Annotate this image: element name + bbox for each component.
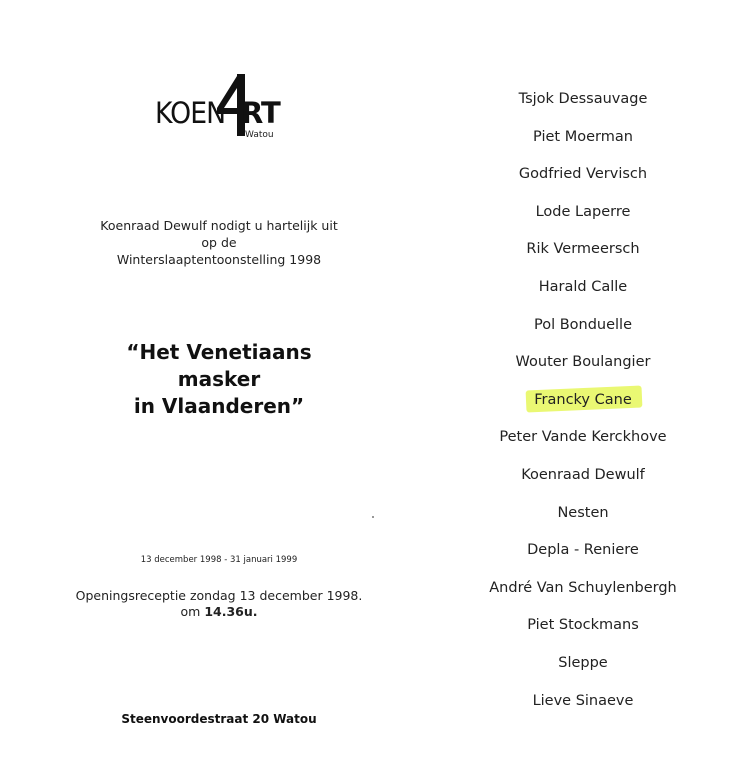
opening-prefix: om (180, 604, 201, 619)
invitation-line-2: op de (201, 235, 237, 250)
artist-list-item (462, 501, 704, 539)
logo-text-rt: RT (241, 96, 280, 130)
address: Steenvoordestraat 20 Watou (121, 712, 317, 726)
artist-list-item (462, 425, 704, 463)
invitation-line-1: Koenraad Dewulf nodigt u hartelijk uit (100, 218, 338, 233)
logo-subtitle: Watou (245, 130, 274, 140)
invitation-text (60, 217, 378, 268)
koenart-logo (155, 72, 295, 152)
artist-list-item (462, 689, 704, 727)
artist-list-item (462, 162, 704, 200)
artist-name: Pol Bonduelle (533, 316, 633, 333)
opening-reception (60, 588, 378, 620)
artist-list-item (462, 200, 704, 238)
artist-name: Lode Laperre (535, 203, 631, 220)
artist-list-item (462, 87, 704, 125)
invitation-line-3: Winterslaaptentoonstelling 1998 (116, 252, 322, 267)
exhibition-title (60, 339, 378, 420)
opening-line-1: Openingsreceptie zondag 13 december 1998. (75, 588, 363, 603)
opening-line-2 (60, 604, 378, 620)
artist-list-item (462, 463, 704, 501)
artist-list-item (462, 538, 704, 576)
logo-text-koen: KOEN (155, 96, 226, 130)
artist-name: Lieve Sinaeve (532, 692, 634, 709)
title-line-1: “Het Venetiaans (126, 340, 312, 364)
artist-name: Peter Vande Kerckhove (499, 429, 667, 446)
title-line-2: masker (177, 367, 261, 391)
artist-name: Wouter Boulangier (515, 354, 651, 371)
artist-name: Depla - Reniere (527, 542, 639, 559)
artist-list-item (462, 576, 704, 614)
artist-name: Francky Cane (534, 391, 632, 408)
speck (372, 516, 374, 518)
artist-list-item (462, 125, 704, 163)
artist-name: Piet Moerman (533, 128, 633, 145)
artist-name: Godfried Vervisch (518, 166, 648, 183)
artist-name: André Van Schuylenbergh (489, 579, 677, 596)
artist-name: Tsjok Dessauvage (518, 91, 648, 107)
artist-list-item (462, 313, 704, 351)
artist-list-item (462, 275, 704, 313)
artist-list-item (462, 350, 704, 388)
title-line-3: in Vlaanderen” (133, 394, 305, 418)
artist-name: Harald Calle (538, 278, 628, 295)
artist-name: Nesten (557, 504, 609, 521)
artist-list-item (462, 237, 704, 275)
opening-time: 14.36u. (204, 604, 258, 619)
artist-list-item (462, 651, 704, 689)
artist-name: Koenraad Dewulf (521, 466, 645, 483)
artist-list (462, 87, 704, 726)
artist-list-item (462, 388, 704, 426)
artist-name: Rik Vermeersch (526, 241, 640, 258)
artist-name: Piet Stockmans (527, 617, 639, 634)
artist-name: Sleppe (558, 654, 608, 671)
exhibition-dates: 13 december 1998 - 31 januari 1999 (140, 555, 298, 565)
artist-list-item (462, 613, 704, 651)
